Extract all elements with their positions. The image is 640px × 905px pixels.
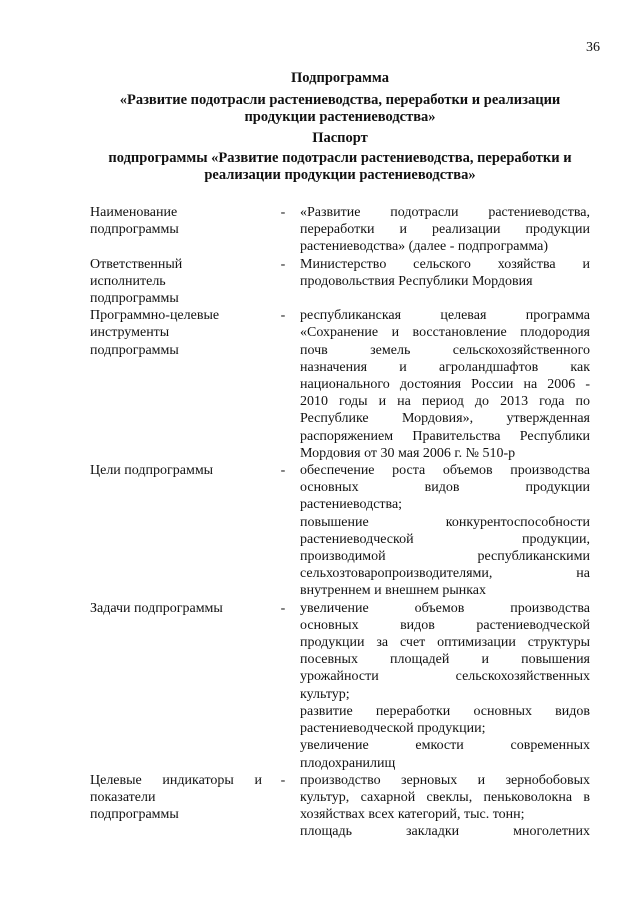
row-value-line: плодохранилищ: [300, 755, 396, 771]
subprogram-name-line-1: «Развитие подотрасли растениеводства, переработки и реализации: [119, 92, 561, 108]
row-label-line: исполнитель: [90, 273, 166, 289]
passport-subtitle: [60, 150, 620, 184]
passport-row: [90, 204, 590, 256]
row-value-line: Министерство сельского хозяйства и: [300, 256, 590, 272]
row-value-line: урожайности сельскохозяйственных: [300, 669, 590, 685]
row-value-line: «Развитие подотрасли растениеводства,: [300, 205, 590, 220]
row-value-line: растениеводческой продукции,: [300, 531, 590, 547]
row-value-line: «Сохранение и восстановление плодородия: [300, 325, 590, 341]
row-value: [300, 772, 590, 841]
row-label-line: Целевые индикаторы и: [90, 772, 262, 788]
row-value-line: растениеводства» (далее - подпрограмма): [300, 239, 549, 255]
row-value-line: переработки и реализации продукции: [300, 222, 590, 238]
row-value-line: распоряжением Правительства Республики: [300, 428, 590, 444]
row-value-line: площадь закладки многолетних: [300, 824, 590, 840]
row-value-line: посевных площадей и повышения: [300, 652, 590, 668]
row-label-line: подпрограммы: [90, 807, 179, 823]
row-label-line: Ответственный: [90, 256, 183, 272]
row-value: [300, 307, 590, 462]
passport-row: [90, 600, 590, 772]
passport-subtitle-line-1: подпрограммы «Развитие подотрасли растениеводства, переработки и: [108, 150, 572, 166]
row-value-line: растениеводческой продукции;: [300, 721, 486, 737]
row-value-line: увеличение емкости современных: [300, 738, 590, 754]
row-value-line: культур, сахарной свеклы, пеньковолокна в: [300, 789, 590, 805]
passport-subtitle-line-2: реализации продукции растениеводства»: [204, 167, 476, 183]
row-label-line: инструменты: [90, 325, 170, 341]
row-label-line: подпрограммы: [90, 342, 179, 358]
row-value-line: основных видов продукции: [300, 480, 590, 496]
row-dash: -: [280, 463, 286, 479]
passport-row: [90, 462, 590, 600]
passport-row: [90, 772, 590, 841]
row-value-line: республиканская целевая программа: [300, 308, 590, 324]
row-value-line: хозяйствах всех категорий, тыс. тонн;: [300, 807, 525, 823]
row-value-line: сельхозтоваропроизводителями, на: [300, 566, 590, 582]
row-value-line: продукции за счет оптимизации структуры: [300, 635, 590, 651]
row-dash: -: [280, 772, 286, 788]
row-dash: -: [280, 256, 286, 272]
row-value-line: растениеводства;: [300, 497, 403, 513]
row-dash: -: [280, 308, 286, 324]
row-label: [90, 307, 262, 462]
row-value-line: продовольствия Республики Мордовия: [300, 273, 533, 289]
passport-title: Паспорт: [312, 130, 368, 146]
row-label: [90, 204, 262, 256]
passport-row: [90, 307, 590, 462]
row-value: [300, 600, 590, 772]
row-label: [90, 462, 262, 600]
row-value-line: обеспечение роста объемов производства: [300, 463, 590, 479]
passport-row: [90, 256, 590, 308]
row-label-line: подпрограммы: [90, 222, 179, 238]
row-value-line: основных видов растениеводческой: [300, 617, 590, 633]
page-number: 36: [586, 40, 600, 55]
row-value-line: назначения и агроландшафтов как: [300, 359, 590, 375]
row-value-line: культур;: [300, 686, 350, 702]
row-label-line: показатели: [90, 789, 156, 805]
row-value-line: повышение конкурентоспособности: [300, 514, 590, 530]
row-dash: -: [280, 600, 286, 616]
row-value-line: развитие переработки основных видов: [300, 703, 590, 719]
row-value-line: увеличение объемов производства: [300, 600, 590, 616]
subprogram-name: [60, 92, 620, 126]
row-label-line: Программно-целевые: [90, 308, 220, 324]
subprogram-name-line-2: продукции растениеводства»: [244, 109, 436, 125]
row-value-line: производство зерновых и зернобобовых: [300, 772, 590, 788]
row-label-line: Задачи подпрограммы: [90, 600, 223, 616]
row-value-line: Республике Мордовия», утвержденная: [300, 411, 590, 427]
row-value: [300, 462, 590, 600]
subprogram-title: Подпрограмма: [291, 70, 389, 86]
row-label-line: Цели подпрограммы: [90, 463, 214, 479]
row-value-line: Мордовия от 30 мая 2006 г. № 510-р: [300, 445, 516, 461]
row-label: [90, 256, 262, 308]
row-label: [90, 600, 262, 772]
row-value-line: 2010 годы и на период до 2013 года по: [300, 394, 590, 410]
row-dash: -: [280, 205, 286, 220]
row-label-line: подпрограммы: [90, 291, 179, 307]
row-value-line: почв земель сельскохозяйственного: [300, 342, 590, 358]
row-value-line: производимой республиканскими: [300, 549, 590, 565]
row-value: [300, 256, 590, 308]
row-value-line: национального достояния России на 2006 -: [300, 377, 590, 393]
row-label-line: Наименование: [90, 205, 178, 220]
row-value-line: внутреннем и внешнем рынках: [300, 583, 487, 599]
row-value: [300, 204, 590, 256]
passport-table: [90, 204, 590, 841]
row-label: [90, 772, 262, 841]
